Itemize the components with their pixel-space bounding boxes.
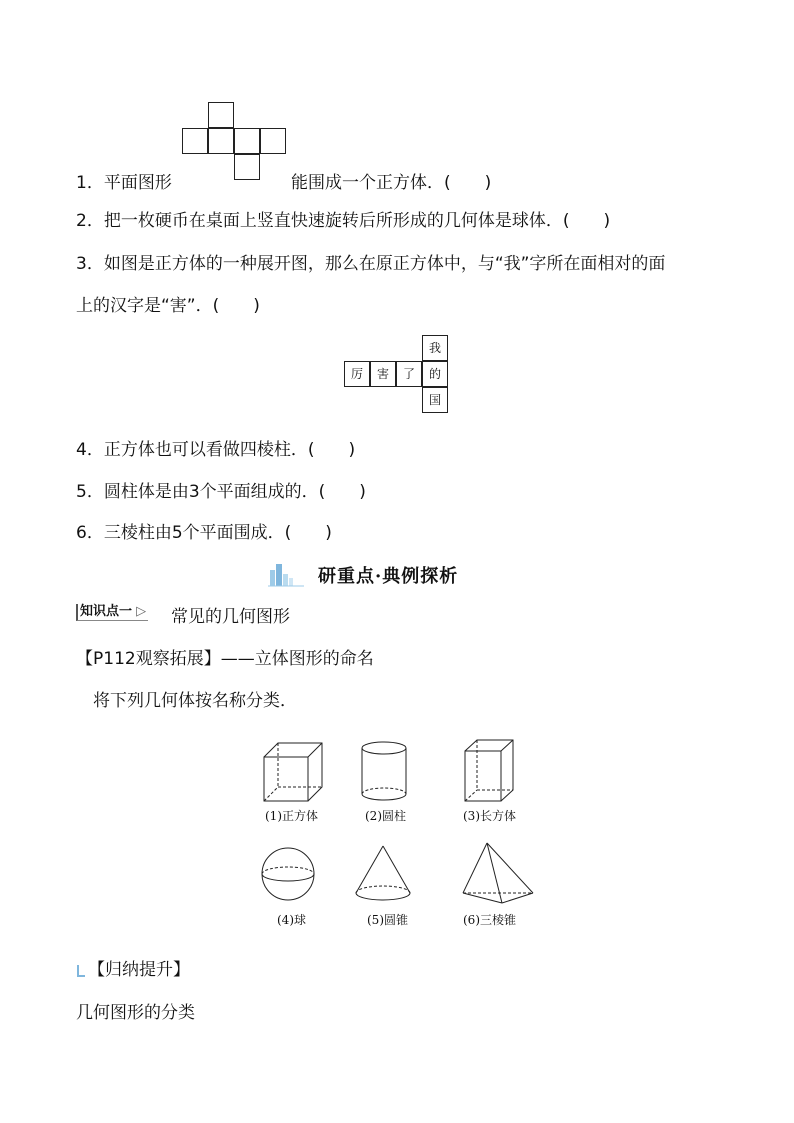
cylinder-shape: [362, 742, 406, 800]
knowledge-tag-label: 知识点一: [80, 604, 133, 619]
question-3-line-1: 3．如图是正方体的一种展开图，那么在原正方体中，与“我”字所在面相对的面: [76, 254, 666, 274]
cone-shape: [356, 846, 410, 900]
section-banner-title: 研重点·典例探析: [318, 566, 459, 587]
caption-cube: (1)正方体: [265, 809, 318, 823]
extension-heading: 【P112观察拓展】——立体图形的命名: [76, 649, 374, 669]
question-3-line-2: 上的汉字是“害”．( ): [76, 296, 260, 316]
question-1-suffix: 能围成一个正方体．( ): [291, 173, 492, 193]
summary-text: 几何图形的分类: [76, 1003, 195, 1023]
net-cell-de: 的: [422, 361, 448, 387]
summary-icon: [76, 963, 86, 977]
caption-sphere: (4)球: [277, 913, 306, 927]
net-cell-le: 了: [396, 361, 422, 387]
net-cell-guo: 国: [422, 387, 448, 413]
knowledge-title: 常见的几何图形: [171, 607, 290, 627]
instruction-text: 将下列几何体按名称分类．: [93, 691, 297, 711]
question-6: 6．三棱柱由5个平面围成．( ): [76, 523, 332, 543]
question-2: 2．把一枚硬币在桌面上竖直快速旋转后所形成的几何体是球体．( ): [76, 211, 611, 231]
question-1-prefix: 1．平面图形: [76, 173, 172, 193]
question-5: 5．圆柱体是由3个平面组成的．( ): [76, 482, 366, 502]
net-cell-li: 厉: [344, 361, 370, 387]
sphere-shape: [262, 848, 314, 900]
caption-cylinder: (2)圆柱: [365, 809, 406, 823]
cuboid-shape: [465, 740, 513, 801]
net-cell-wo: 我: [422, 335, 448, 361]
arrow-icon: ▷: [132, 604, 147, 619]
question-4: 4．正方体也可以看做四棱柱．( ): [76, 440, 356, 460]
triangular-pyramid-shape: [463, 843, 533, 903]
cube-shape: [264, 743, 322, 801]
net-cell-hai: 害: [370, 361, 396, 387]
caption-triangular-pyramid: (6)三棱锥: [463, 913, 516, 927]
summary-heading: 【归纳提升】: [88, 960, 190, 980]
caption-cuboid: (3)长方体: [463, 809, 516, 823]
caption-cone: (5)圆锥: [367, 913, 408, 927]
